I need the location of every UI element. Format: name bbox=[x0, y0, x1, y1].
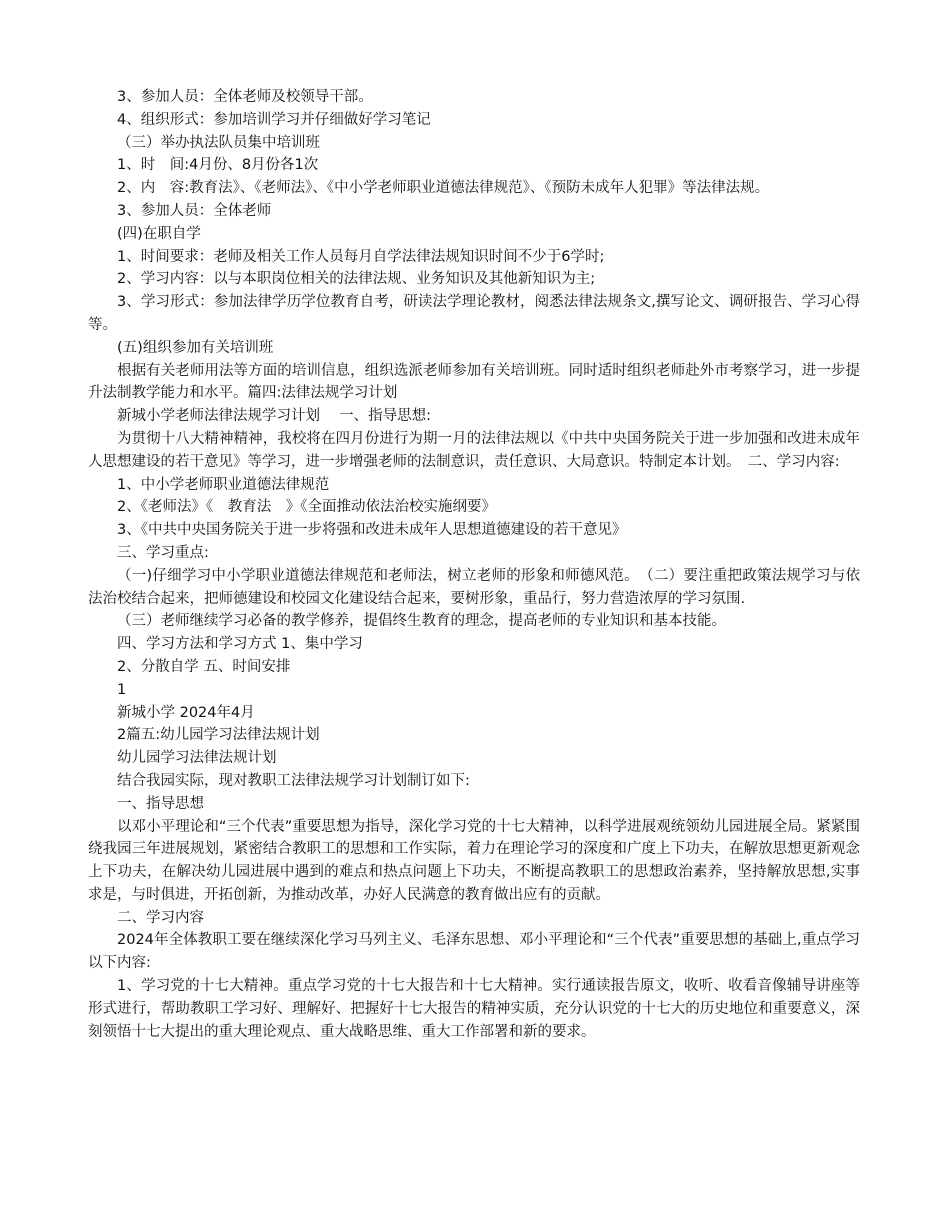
paragraph: (四)在职自学 bbox=[117, 225, 201, 242]
paragraph: 以邓小平理论和“三个代表”重要思想为指导，深化学习党的十七大精神，以科学进展观统领幼儿园进展全局。紧紧围绕我园三年进展规划，紧密结合教职工的思想和工作实际，着力在理论学习的深度和广度上下功夫，在解放思想更新观念上下功夫，在解决幼儿园进展中遇到的难点和热点问题上下功夫，不断提高教职工的思想政治素养，坚持解放思想,实事求是，与时俱进，开拓创新，为推动改革，办好人民满意的教育做出应有的贡献。 bbox=[88, 818, 860, 903]
paragraph: 1、时 间:4月份、8月份各1次 bbox=[117, 157, 319, 174]
paragraph: （三）老师继续学习必备的教学修养，提倡终生教育的理念，提高老师的专业知识和基本技能。 bbox=[117, 613, 726, 630]
page-number: 1 bbox=[117, 681, 127, 698]
paragraph: 2、内 容:教育法》、《老师法》、《中小学老师职业道德法律规范》、《预防未成年人犯罪》等法律法规。 bbox=[117, 180, 770, 197]
document-title: 幼儿园学习法律法规计划 bbox=[117, 750, 277, 767]
paragraph: (五)组织参加有关培训班 bbox=[117, 339, 274, 356]
paragraph: 结合我园实际，现对教职工法律法规学习计划制订如下: bbox=[117, 772, 470, 789]
paragraph: 为贯彻十八大精神精神，我校将在四月份进行为期一月的法律法规以《中共中央国务院关于进一步加强和改进未成年人思想建设的若干意见》等学习，进一步增强老师的法制意识，责任意识、大局意识。特制定本计划。 二、学习内容: bbox=[88, 430, 860, 470]
paragraph: 1、时间要求：老师及相关工作人员每月自学法律法规知识时间不少于6学时; bbox=[117, 248, 605, 265]
paragraph: 3、参加人员：全体老师及校领导干部。 bbox=[117, 89, 373, 105]
paragraph: 3、学习形式：参加法律学历学位教育自考，研读法学理论教材，阅悉法律法规条文,撰写论文、调研报告、学习心得等。 bbox=[88, 294, 860, 333]
paragraph: 四、学习方法和学习方式 1、集中学习 bbox=[117, 636, 363, 653]
section-heading: 一、指导思想 bbox=[117, 795, 204, 812]
paragraph: 3、参加人员：全体老师 bbox=[117, 202, 272, 219]
paragraph: 3、《中共中央国务院关于进一步将强和改进未成年人思想道德建设的若干意见》 bbox=[117, 522, 627, 539]
paragraph: 1、学习党的十七大精神。重点学习党的十七大报告和十七大精神。实行通读报告原文，收听、收看音像辅导讲座等形式进行，帮助教职工学习好、理解好、把握好十七大报告的精神实质，充分认识党的十七大的历史地位和重要意义，深刻领悟十七大提出的重大理论观点、重大战略思维、重大工作部署和新的要求。 bbox=[88, 978, 860, 1040]
document-body bbox=[88, 86, 860, 1043]
paragraph: 2、学习内容：以与本职岗位相关的法律法规、业务知识及其他新知识为主; bbox=[117, 271, 596, 288]
paragraph: （一)仔细学习中小学职业道德法律规范和老师法，树立老师的形象和师德风范。 （二）要注重把政策法规学习与依法治校结合起来，把师德建设和校园文化建设结合起来，要树形象，重品行，努力营造浓厚的学习氛围. bbox=[88, 567, 860, 607]
paragraph: 新城小学老师法律法规学习计划 一、指导思想: bbox=[117, 408, 431, 425]
paragraph: 2、分散自学 五、时间安排 bbox=[117, 658, 291, 675]
paragraph: 2024年全体教职工要在继续深化学习马列主义、毛泽东思想、邓小平理论和“三个代表”重要思想的基础上,重点学习以下内容: bbox=[88, 932, 860, 972]
signature-line: 新城小学 2024年4月 bbox=[117, 704, 255, 721]
paragraph: 三、学习重点: bbox=[117, 544, 209, 561]
paragraph: 4、组织形式：参加培训学习并仔细做好学习笔记 bbox=[117, 111, 431, 128]
paragraph: 2、《老师法》《 教育法 》《全面推动依法治校实施纲要》 bbox=[117, 499, 496, 516]
paragraph: 根据有关老师用法等方面的培训信息，组织选派老师参加有关培训班。同时适时组织老师赴外市考察学习，进一步提升法制教学能力和水平。篇四:法律法规学习计划 bbox=[88, 362, 860, 402]
section-heading: 2篇五:幼儿园学习法律法规计划 bbox=[117, 727, 320, 744]
section-heading: 二、学习内容 bbox=[117, 909, 204, 926]
paragraph: 1、中小学老师职业道德法律规范 bbox=[117, 476, 330, 493]
paragraph: （三）举办执法队员集中培训班 bbox=[117, 134, 320, 151]
